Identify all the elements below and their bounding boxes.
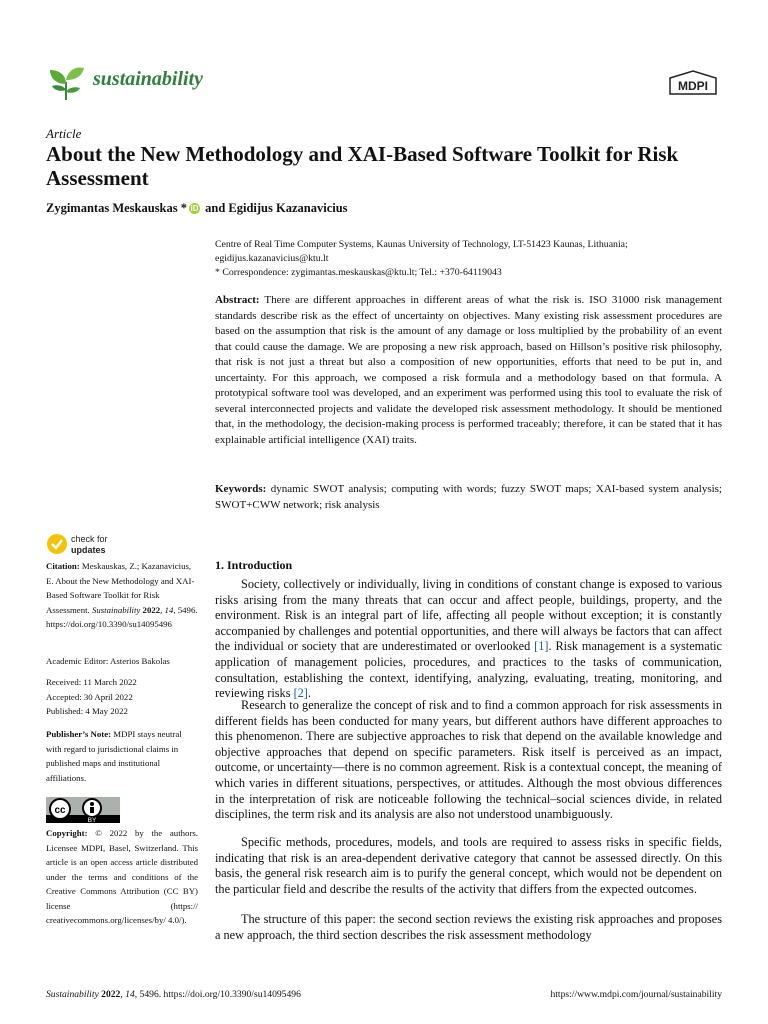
intro-paragraph-2: Research to generalize the concept of risk and to find a common approach for risk assessments in different fields has been conducted for many years, but different authors have different approaches to this phenomenon. There are subjective approaches to risk that depend on the available knowledge and objective approaches that depend on specific parameters. Risk itself is perceived as an impact, outcome, or uncertainty—there is no common agreement. Risk is a contextual concept, the meaning of which varies in different situations, perspectives, or attitudes. Although the most obvious differences in the interpretation of risk are noticeable following the technical–social sciences divide, in related disciplines, the term risk and its analysis are also not understood unambiguously. (215, 698, 722, 822)
author-2[interactable]: Egidijus Kazanavicius (228, 201, 348, 215)
keywords-text: dynamic SWOT analysis; computing with words; fuzzy SWOT maps; XAI-based system analysis; SWOT+CWW network; risk analysis (215, 483, 722, 511)
correspondence: * Correspondence: zygimantas.meskauskas@ktu.lt; Tel.: +370-64119043 (215, 267, 502, 278)
journal-logo-icon (46, 62, 86, 102)
intro-p1-text-a: Society, collectively or individually, living in conditions of constant change is exposed to various risks arising from the many threats that can occur and affect people, buildings, property, and the environment. Risk is an integral part of life, affecting all people without exception; it is constantly accompanied by challenges and potential opportunities, and there will always be factors that can affect the individual or society that are underestimated or overlooked (215, 577, 722, 654)
keywords (215, 482, 722, 513)
affiliation-email[interactable]: egidijus.kazanavicius@ktu.lt (215, 253, 329, 264)
check-updates-icon (47, 534, 67, 554)
check-updates-line2: updates (71, 545, 106, 555)
intro-p1-text-b: . Risk management is a systematic application of management policies, procedures, and practices to the tasks of communication, consultation, establishing the context, identifying, analyzing, evaluating, treating, monitoring, and reviewing risks (215, 639, 722, 701)
footer-citation (46, 989, 301, 1000)
author-list (46, 201, 348, 216)
check-for-updates-badge[interactable] (46, 533, 166, 555)
mdpi-logo-text: MDPI (678, 79, 708, 93)
citation-year: 2022 (140, 604, 161, 615)
citation-journal: Sustainability (91, 604, 141, 615)
publishers-note (46, 727, 198, 785)
footer-volume: , 14 (120, 989, 135, 1000)
citation-block (46, 559, 198, 632)
journal-name[interactable]: sustainability (93, 68, 204, 90)
citation-volume: , 14 (160, 604, 174, 615)
pubnote-label: Publisher’s Note: (46, 729, 112, 739)
copyright-label: Copyright: (46, 828, 88, 838)
received-date: Received: 11 March 2022 (46, 677, 137, 687)
copyright-text: © 2022 by the authors. Licensee MDPI, Basel, Switzerland. This article is an open access article distributed under the terms and conditions of the Creative Commons Attribution (CC BY) license (https:// creativecommons.org/licenses/by/ 4.0/). (46, 828, 198, 925)
section-heading-introduction: 1. Introduction (215, 558, 293, 572)
mdpi-logo[interactable] (666, 70, 720, 96)
author-1[interactable]: Zygimantas Meskauskas * (46, 201, 187, 215)
author-separator: and (202, 201, 229, 215)
intro-paragraph-4: The structure of this paper: the second section reviews the existing risk approaches and proposes a new approach, the third section describes the risk assessment methodology (215, 912, 722, 942)
citation-text: Meskauskas, Z.; Kazanavicius, E. About the New Methodology and XAI-Based Software Toolkit for Risk Assessment. (46, 561, 195, 615)
svg-text:cc: cc (54, 805, 66, 816)
abstract (215, 293, 722, 448)
cc-by-label: BY (87, 817, 97, 823)
pubnote-text: MDPI stays neutral with regard to jurisdictional claims in published maps and institutional affiliations. (46, 729, 182, 783)
footer-journal: Sustainability (46, 989, 99, 1000)
footer-journal-url[interactable]: https://www.mdpi.com/journal/sustainability (550, 989, 722, 1000)
orcid-icon[interactable]: iD (190, 204, 199, 213)
check-updates-line1: check for (71, 534, 108, 544)
citation-doi[interactable]: , 5496. https://doi.org/10.3390/su14095496 (46, 604, 198, 629)
citation-label: Citation: (46, 561, 80, 571)
keywords-label: Keywords: (215, 483, 267, 495)
cc-by-license-badge[interactable] (46, 797, 120, 823)
abstract-text: There are different approaches in different areas of what the risk is. ISO 31000 risk management standards describe risk as the effect of uncertainty on objectives. Many existing risk assessment procedures are based on the assumption that risk is the amount of any damage or loss multiplied by the probability of an event that could cause the damage. We are proposing a new risk approach, based on Hillson’s positive risk philosophy, that risk is not just a threat but also a composition of new opportunities, efforts that need to be put in, and uncertainty. For this approach, we composed a risk formula and a methodology based on that formula. A prototypical software tool was developed, and an experiment was performed using this tool to evaluate the risk of several interconnected projects and validate the developed risk assessment methodology. It should be mentioned that, in the methodology, the decision-making process is performed traceably; therefore, it can be stated that it has explainable artificial intelligence (XAI) traits. (215, 294, 722, 446)
copyright-notice (46, 826, 198, 928)
publication-dates (46, 675, 198, 719)
abstract-label: Abstract: (215, 294, 260, 306)
affiliation-line-1: Centre of Real Time Computer Systems, Kaunas University of Technology, LT-51423 Kaunas, Lithuania; (215, 239, 628, 250)
citation-link-2[interactable]: [2] (293, 686, 308, 701)
intro-paragraph-3: Specific methods, procedures, models, and tools are required to assess risks in specific fields, indicating that risk is an area-dependent derivative category that cannot be assessed directly. On this basis, the general risk research aim is to purify the general concept, which would not be dependent on the particular field and describe the results of the activity that differs from the expected outcomes. (215, 835, 722, 896)
published-date: Published: 4 May 2022 (46, 706, 128, 716)
accepted-date: Accepted: 30 April 2022 (46, 691, 133, 702)
article-title: About the New Methodology and XAI-Based Software Toolkit for Risk Assessment (46, 142, 679, 190)
intro-paragraph-1 (215, 577, 722, 702)
intro-p1-text-c: . (307, 686, 311, 701)
article-type: Article (46, 126, 82, 141)
footer-year: 2022 (98, 989, 121, 1000)
citation-link-1[interactable]: [1] (534, 639, 549, 654)
academic-editor: Academic Editor: Asterios Bakolas (46, 656, 170, 666)
footer-doi[interactable]: , 5496. https://doi.org/10.3390/su14095496 (134, 989, 301, 1000)
